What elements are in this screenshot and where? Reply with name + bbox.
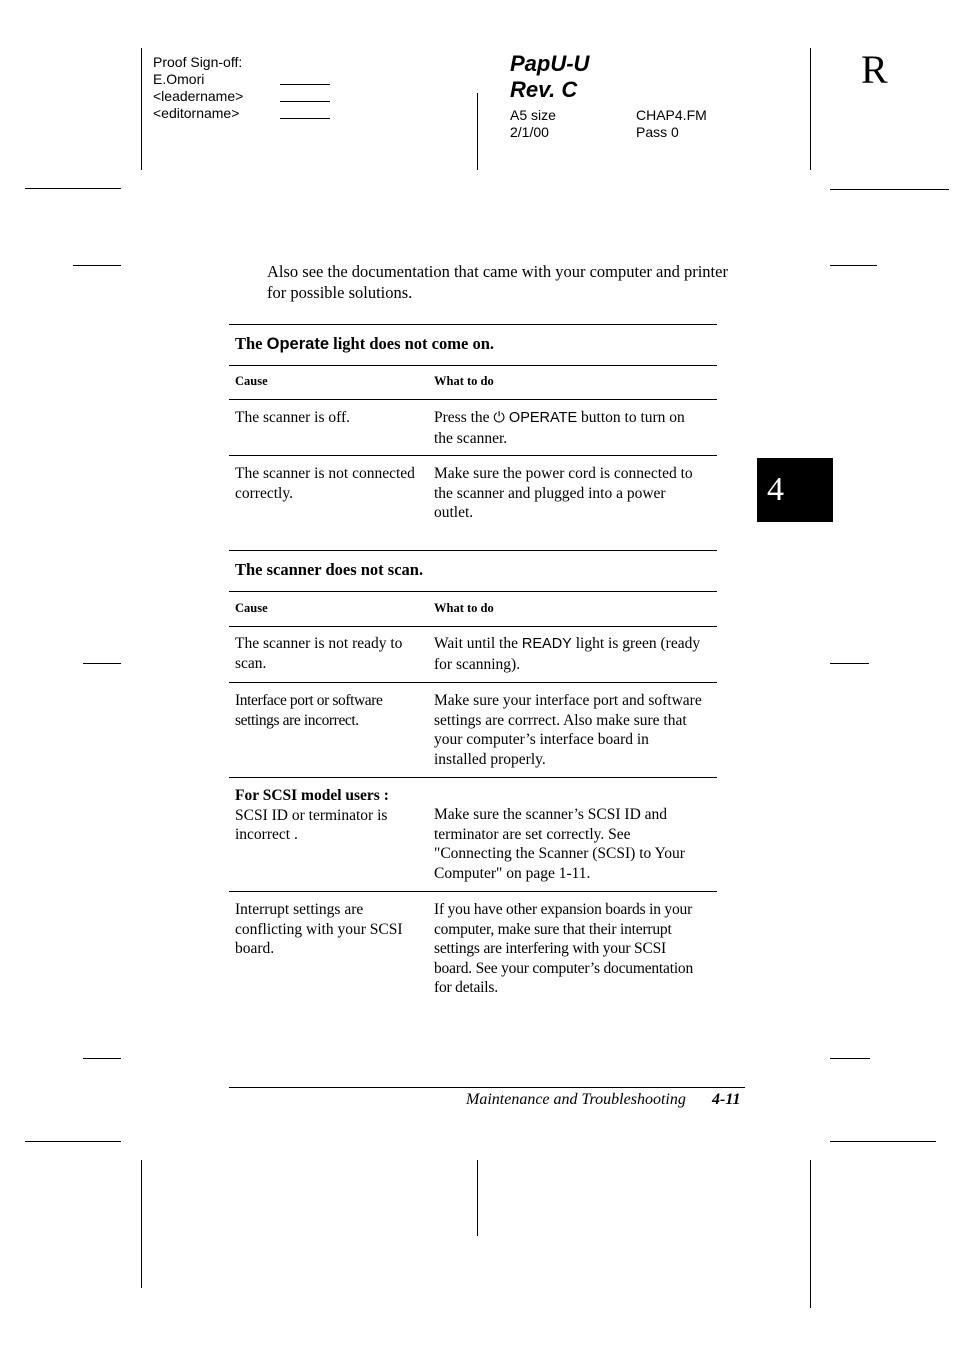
crop-line <box>141 1160 142 1288</box>
leadername-label: <leadername> <box>153 88 244 104</box>
omori-label: E.Omori <box>153 71 205 87</box>
signature-line <box>280 118 330 119</box>
table-row-cause: The scanner is not ready to scan. <box>235 635 403 672</box>
crop-line <box>25 188 121 189</box>
operate-label: Operate <box>266 335 329 353</box>
cell-text: button to turn on the scanner. <box>434 409 685 447</box>
ready-label: READY <box>521 636 572 652</box>
date-label: 2/1/00 <box>510 124 549 140</box>
proof-signoff-label: Proof Sign-off: <box>153 54 243 70</box>
table-rule <box>229 399 717 400</box>
table-rule <box>229 891 717 892</box>
table-row-cause: The scanner is not connected correctly. <box>235 465 415 502</box>
table-rule <box>229 682 717 683</box>
crop-line <box>830 663 869 664</box>
table-row-what: Make sure the power cord is connected to the scanner and plugged into a power outlet. <box>434 465 693 521</box>
signature-line <box>280 101 330 102</box>
crop-line <box>83 1058 121 1059</box>
footer-rule <box>229 1087 745 1088</box>
table-row-cause: Interface port or software settings are incorrect. <box>235 692 383 729</box>
table-row-what: If you have other expansion boards in your computer, make sure that their interrupt settings are interfering with your SCSI board. See your computer’s documentation for details. <box>434 901 694 996</box>
crop-line <box>25 1141 121 1142</box>
crop-line <box>73 265 121 266</box>
file-label: CHAP4.FM <box>636 107 707 123</box>
footer-page-number: 4-11 <box>712 1091 741 1108</box>
operate-button-label: OPERATE <box>504 410 578 426</box>
cell-text: Press the <box>434 409 494 426</box>
table-row-what <box>434 634 704 674</box>
section-title-text: The <box>235 334 267 353</box>
section-title-text: light does not come on. <box>329 334 494 353</box>
editorname-label: <editorname> <box>153 105 240 121</box>
crop-line <box>810 48 811 170</box>
table-rule <box>229 591 717 592</box>
column-header-what: What to do <box>434 374 494 388</box>
crop-line <box>477 1160 478 1236</box>
cell-text: Wait until the <box>434 635 522 652</box>
table-rule <box>229 324 717 325</box>
table-row-cause: The scanner is off. <box>235 409 351 426</box>
crop-line <box>83 663 121 664</box>
table-row-what: Make sure the scanner’s SCSI ID and terminator are set correctly. See "Connecting the Scanner (SCSI) to Your Computer" on page 1-11. <box>434 806 685 882</box>
table-row-cause <box>235 786 420 845</box>
scsi-users-label: For SCSI model users : <box>235 787 389 804</box>
table-rule <box>229 365 717 366</box>
proof-signoff-block <box>153 54 243 122</box>
table-rule <box>229 626 717 627</box>
crop-line <box>141 48 142 170</box>
corner-letter: R <box>861 47 888 92</box>
cell-text: light is green (ready for scanning). <box>434 635 701 673</box>
crop-line <box>830 1141 936 1142</box>
size-info <box>510 107 556 141</box>
crop-line <box>830 189 949 190</box>
footer-section-title: Maintenance and Troubleshooting <box>466 1091 686 1108</box>
table-rule <box>229 550 717 551</box>
chapter-tab-number: 4 <box>767 471 784 508</box>
pass-label: Pass 0 <box>636 124 679 140</box>
intro-paragraph: Also see the documentation that came with your computer and printer for possible solutions. <box>267 262 728 302</box>
column-header-what: What to do <box>434 601 494 615</box>
signature-line <box>280 84 330 85</box>
crop-line <box>477 93 478 170</box>
table-rule <box>229 455 717 456</box>
table-row-what: Make sure your interface port and software settings are corrrect. Also make sure that your computer’s interface board in installed properly. <box>434 692 702 768</box>
doc-title <box>510 51 589 103</box>
doc-title-line1: PapU-U <box>510 51 590 76</box>
table-rule <box>229 777 717 778</box>
power-icon: ⏻ <box>493 410 505 426</box>
section-title-operate <box>235 334 494 354</box>
section-title-scan: The scanner does not scan. <box>235 560 424 579</box>
crop-line <box>810 1160 811 1308</box>
crop-line <box>830 265 877 266</box>
column-header-cause: Cause <box>235 601 268 615</box>
file-info <box>636 107 707 141</box>
size-label: A5 size <box>510 107 556 123</box>
column-header-cause: Cause <box>235 374 268 388</box>
cell-text: SCSI ID or terminator is incorrect . <box>235 806 388 843</box>
crop-line <box>830 1058 870 1059</box>
table-row-what <box>434 408 704 448</box>
table-row-cause: Interrupt settings are conflicting with your SCSI board. <box>235 901 403 957</box>
doc-title-line2: Rev. C <box>510 77 578 102</box>
